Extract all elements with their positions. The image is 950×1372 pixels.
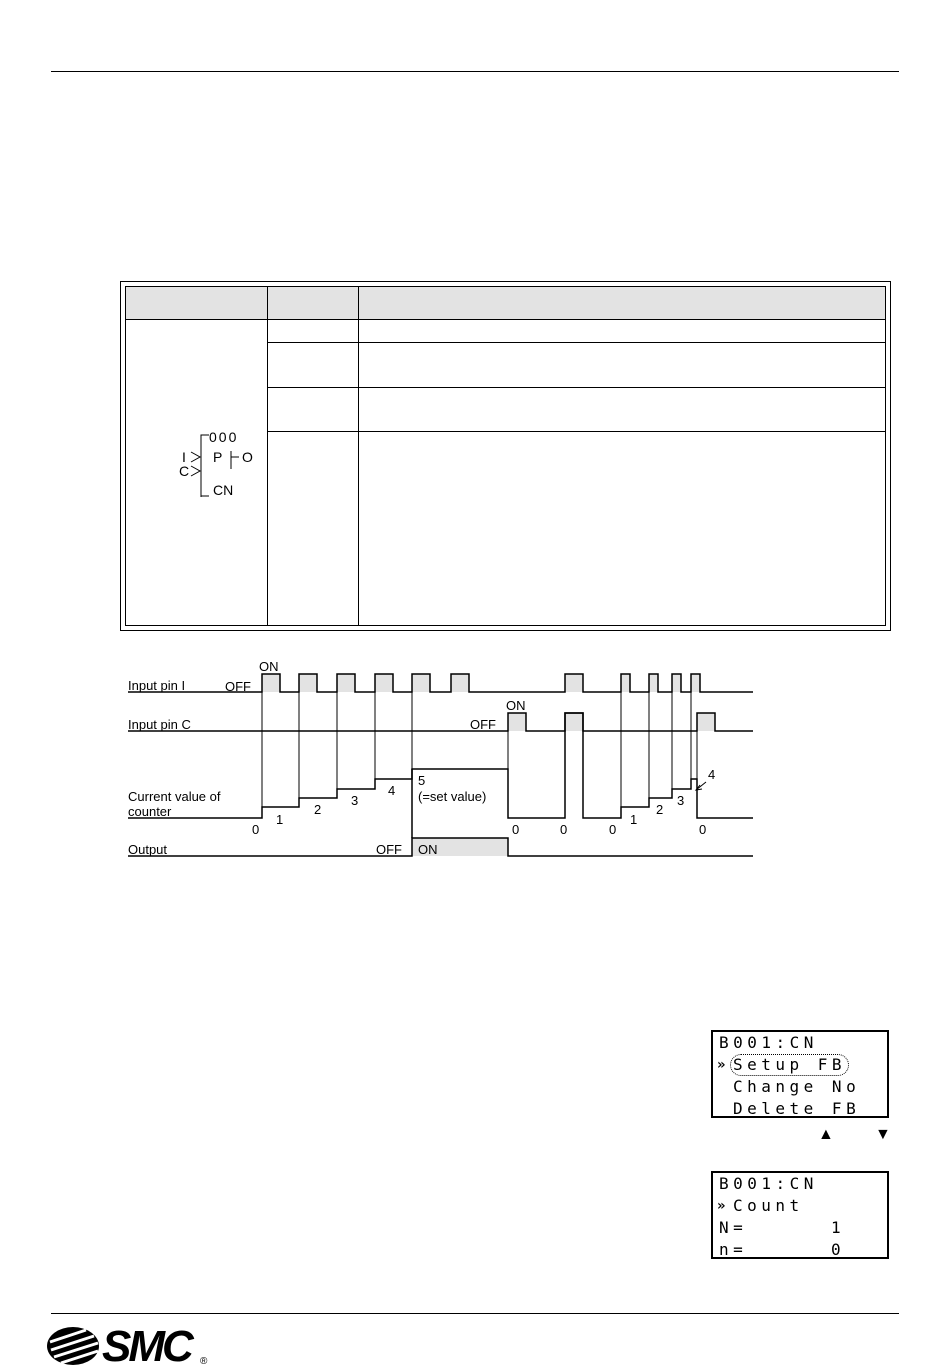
symbol-input-i: I bbox=[182, 449, 186, 465]
lcd-screen-count bbox=[711, 1171, 889, 1259]
output-label: Output bbox=[128, 842, 168, 857]
table-grid bbox=[125, 286, 886, 626]
count-value: 3 bbox=[677, 793, 685, 808]
count-value: 3 bbox=[351, 793, 359, 808]
lcd-title: B001:CN bbox=[719, 1033, 818, 1052]
input-pin-i-label: Input pin I bbox=[128, 678, 186, 693]
counter-block-symbol bbox=[146, 427, 256, 497]
up-key-icon[interactable]: ▲ bbox=[818, 1126, 834, 1143]
count-value: 4 bbox=[388, 783, 396, 798]
symbol-number: 000 bbox=[209, 429, 239, 445]
menu-item-delete-fb[interactable]: Delete FB bbox=[733, 1099, 861, 1118]
count-value: 1 bbox=[630, 812, 638, 827]
set-value-field[interactable]: 1 bbox=[831, 1218, 846, 1237]
block-outline-icon bbox=[146, 427, 256, 497]
count-value: 0 bbox=[699, 822, 707, 837]
set-value-label: N= bbox=[719, 1218, 748, 1237]
down-key-icon[interactable]: ▼ bbox=[875, 1126, 891, 1143]
count-value: 0 bbox=[512, 822, 520, 837]
input-c-off-label: OFF bbox=[470, 717, 496, 732]
function-block-table bbox=[120, 281, 891, 631]
input-i-on-label: ON bbox=[259, 659, 279, 674]
input-pin-c-label: Input pin C bbox=[128, 717, 191, 732]
symbol-type: CN bbox=[213, 482, 234, 498]
current-value-label: n= bbox=[719, 1240, 748, 1259]
row-divider bbox=[267, 342, 885, 343]
timing-waveforms bbox=[0, 640, 950, 870]
menu-item-change-no[interactable]: Change No bbox=[733, 1077, 861, 1096]
lcd-title: B001:CN bbox=[719, 1174, 818, 1193]
timing-chart bbox=[0, 640, 950, 870]
count-value: 4 bbox=[708, 767, 716, 782]
symbol-output-o: O bbox=[242, 449, 253, 465]
row-divider bbox=[267, 387, 885, 388]
counter-label-line1: Current value of bbox=[128, 789, 221, 804]
smc-swoosh-icon bbox=[46, 1326, 102, 1366]
set-value-note: (=set value) bbox=[418, 789, 487, 804]
count-item[interactable]: Count bbox=[733, 1196, 804, 1215]
count-value: 2 bbox=[656, 802, 664, 817]
count-value: 2 bbox=[314, 802, 322, 817]
row-divider bbox=[267, 431, 885, 432]
count-value: 0 bbox=[252, 822, 260, 837]
registered-mark: ® bbox=[200, 1356, 208, 1367]
cursor-icon: » bbox=[717, 1057, 726, 1073]
smc-wordmark: SMC bbox=[102, 1322, 191, 1371]
footer-rule bbox=[51, 1313, 899, 1314]
column-divider bbox=[358, 287, 359, 625]
counter-label-line2: counter bbox=[128, 804, 172, 819]
smc-logo bbox=[46, 1322, 216, 1371]
count-value: 1 bbox=[276, 812, 284, 827]
symbol-input-c: C bbox=[179, 463, 190, 479]
count-value: 0 bbox=[560, 822, 568, 837]
table-header-row bbox=[126, 287, 885, 320]
current-value-field: 0 bbox=[831, 1240, 846, 1259]
output-off-label: OFF bbox=[376, 842, 402, 857]
input-i-off-label: OFF bbox=[225, 679, 251, 694]
count-value: 0 bbox=[609, 822, 617, 837]
symbol-block-p: P bbox=[213, 449, 223, 465]
menu-item-setup-fb[interactable]: Setup FB bbox=[733, 1055, 847, 1074]
column-divider bbox=[267, 287, 268, 625]
lcd-screen-menu bbox=[711, 1030, 889, 1118]
cursor-icon: » bbox=[717, 1198, 726, 1214]
input-c-on-label: ON bbox=[506, 698, 526, 713]
set-value-number: 5 bbox=[418, 773, 426, 788]
header-rule bbox=[51, 71, 899, 72]
output-on-label: ON bbox=[418, 842, 438, 857]
